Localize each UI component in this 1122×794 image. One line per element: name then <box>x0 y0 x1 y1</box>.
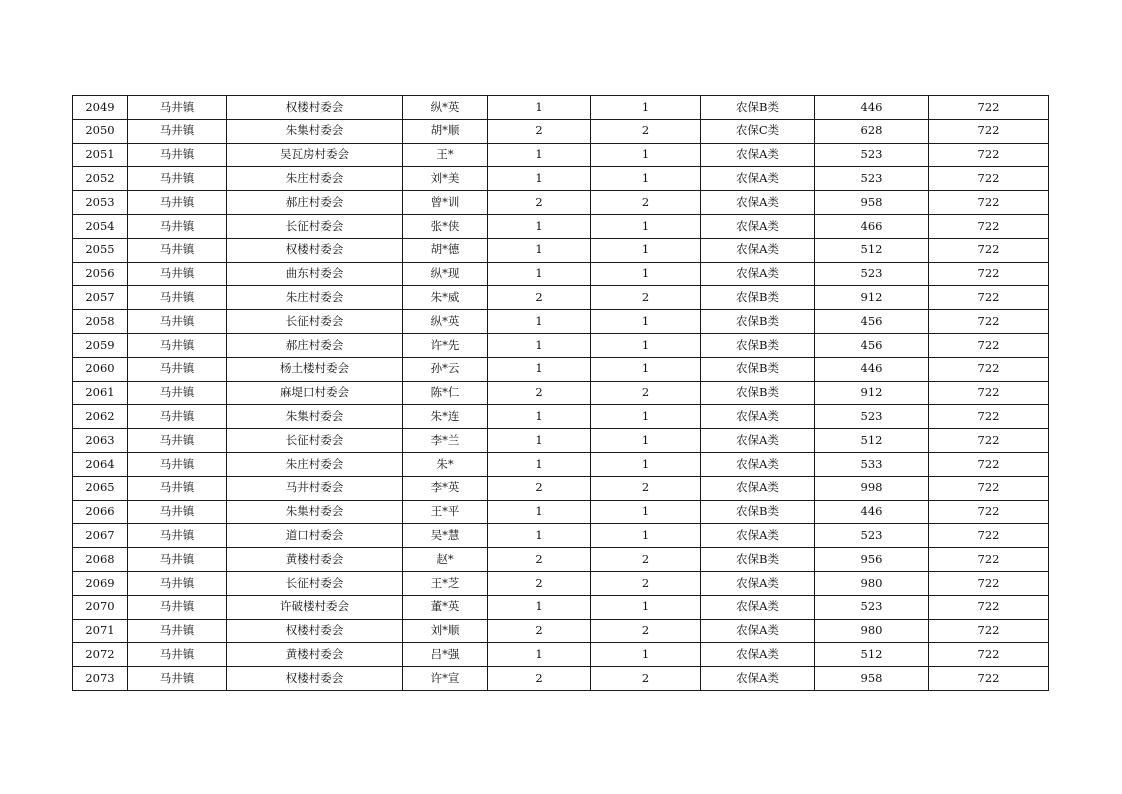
cell-town: 马井镇 <box>128 643 227 667</box>
cell-serial: 2070 <box>73 595 128 619</box>
cell-name: 赵* <box>403 548 488 572</box>
cell-town: 马井镇 <box>128 357 227 381</box>
cell-village: 权楼村委会 <box>227 96 403 120</box>
cell-count-a: 2 <box>488 381 591 405</box>
cell-count-a: 1 <box>488 333 591 357</box>
cell-standard: 722 <box>929 214 1049 238</box>
cell-count-a: 1 <box>488 96 591 120</box>
cell-name: 王*芝 <box>403 571 488 595</box>
cell-amount: 523 <box>815 595 929 619</box>
cell-village: 权楼村委会 <box>227 667 403 691</box>
table-row <box>73 143 1049 167</box>
cell-standard: 722 <box>929 286 1049 310</box>
cell-serial: 2049 <box>73 96 128 120</box>
cell-standard: 722 <box>929 595 1049 619</box>
cell-standard: 722 <box>929 524 1049 548</box>
cell-count-b: 1 <box>591 262 701 286</box>
cell-category: 农保A类 <box>701 429 815 453</box>
cell-count-a: 1 <box>488 452 591 476</box>
cell-amount: 466 <box>815 214 929 238</box>
cell-town: 马井镇 <box>128 286 227 310</box>
cell-name: 王*平 <box>403 500 488 524</box>
cell-town: 马井镇 <box>128 214 227 238</box>
cell-amount: 958 <box>815 667 929 691</box>
cell-count-b: 2 <box>591 476 701 500</box>
cell-category: 农保B类 <box>701 333 815 357</box>
table-row <box>73 286 1049 310</box>
cell-serial: 2056 <box>73 262 128 286</box>
cell-standard: 722 <box>929 571 1049 595</box>
cell-count-a: 1 <box>488 143 591 167</box>
cell-count-a: 2 <box>488 191 591 215</box>
table-row <box>73 262 1049 286</box>
cell-amount: 533 <box>815 452 929 476</box>
cell-village: 马井村委会 <box>227 476 403 500</box>
cell-town: 马井镇 <box>128 548 227 572</box>
table-row <box>73 429 1049 453</box>
cell-village: 长征村委会 <box>227 310 403 334</box>
cell-amount: 523 <box>815 167 929 191</box>
cell-category: 农保C类 <box>701 119 815 143</box>
cell-village: 长征村委会 <box>227 214 403 238</box>
cell-category: 农保B类 <box>701 500 815 524</box>
cell-town: 马井镇 <box>128 667 227 691</box>
cell-category: 农保A类 <box>701 214 815 238</box>
cell-name: 张*侠 <box>403 214 488 238</box>
cell-serial: 2055 <box>73 238 128 262</box>
cell-amount: 523 <box>815 143 929 167</box>
cell-count-a: 2 <box>488 571 591 595</box>
cell-count-a: 1 <box>488 595 591 619</box>
cell-category: 农保A类 <box>701 238 815 262</box>
cell-category: 农保A类 <box>701 595 815 619</box>
cell-count-b: 1 <box>591 524 701 548</box>
table-row <box>73 619 1049 643</box>
cell-amount: 512 <box>815 429 929 453</box>
cell-town: 马井镇 <box>128 405 227 429</box>
cell-village: 郝庄村委会 <box>227 191 403 215</box>
cell-name: 朱*威 <box>403 286 488 310</box>
cell-count-b: 1 <box>591 238 701 262</box>
cell-count-b: 1 <box>591 167 701 191</box>
table-row <box>73 548 1049 572</box>
cell-serial: 2064 <box>73 452 128 476</box>
cell-count-b: 1 <box>591 214 701 238</box>
cell-village: 杨土楼村委会 <box>227 357 403 381</box>
table-row <box>73 643 1049 667</box>
cell-count-a: 2 <box>488 119 591 143</box>
cell-count-a: 2 <box>488 548 591 572</box>
cell-standard: 722 <box>929 381 1049 405</box>
cell-category: 农保A类 <box>701 524 815 548</box>
cell-serial: 2071 <box>73 619 128 643</box>
cell-count-b: 1 <box>591 429 701 453</box>
cell-standard: 722 <box>929 333 1049 357</box>
cell-standard: 722 <box>929 452 1049 476</box>
cell-amount: 956 <box>815 548 929 572</box>
cell-serial: 2052 <box>73 167 128 191</box>
cell-count-a: 1 <box>488 167 591 191</box>
cell-name: 吴*慧 <box>403 524 488 548</box>
cell-count-a: 1 <box>488 524 591 548</box>
cell-serial: 2066 <box>73 500 128 524</box>
cell-name: 纵*英 <box>403 310 488 334</box>
cell-name: 孙*云 <box>403 357 488 381</box>
cell-standard: 722 <box>929 643 1049 667</box>
cell-serial: 2062 <box>73 405 128 429</box>
table-row <box>73 476 1049 500</box>
cell-standard: 722 <box>929 262 1049 286</box>
cell-amount: 628 <box>815 119 929 143</box>
cell-standard: 722 <box>929 405 1049 429</box>
cell-standard: 722 <box>929 619 1049 643</box>
cell-name: 吕*强 <box>403 643 488 667</box>
cell-standard: 722 <box>929 667 1049 691</box>
cell-count-b: 1 <box>591 96 701 120</box>
table-row <box>73 167 1049 191</box>
cell-town: 马井镇 <box>128 452 227 476</box>
cell-category: 农保A类 <box>701 643 815 667</box>
cell-count-b: 1 <box>591 595 701 619</box>
cell-name: 曾*训 <box>403 191 488 215</box>
cell-village: 曲东村委会 <box>227 262 403 286</box>
cell-category: 农保A类 <box>701 571 815 595</box>
cell-count-a: 2 <box>488 286 591 310</box>
table-row <box>73 595 1049 619</box>
cell-town: 马井镇 <box>128 476 227 500</box>
cell-town: 马井镇 <box>128 571 227 595</box>
cell-serial: 2057 <box>73 286 128 310</box>
table-body <box>73 96 1049 691</box>
cell-name: 李*英 <box>403 476 488 500</box>
cell-count-b: 1 <box>591 333 701 357</box>
table-row <box>73 96 1049 120</box>
cell-name: 朱* <box>403 452 488 476</box>
cell-serial: 2069 <box>73 571 128 595</box>
cell-count-b: 2 <box>591 667 701 691</box>
cell-serial: 2054 <box>73 214 128 238</box>
cell-name: 胡*顺 <box>403 119 488 143</box>
cell-category: 农保A类 <box>701 262 815 286</box>
cell-village: 黄楼村委会 <box>227 643 403 667</box>
table-row <box>73 405 1049 429</box>
cell-village: 权楼村委会 <box>227 619 403 643</box>
cell-count-b: 1 <box>591 405 701 429</box>
cell-count-b: 2 <box>591 571 701 595</box>
cell-count-a: 2 <box>488 476 591 500</box>
cell-name: 李*兰 <box>403 429 488 453</box>
cell-amount: 958 <box>815 191 929 215</box>
cell-count-b: 1 <box>591 310 701 334</box>
cell-name: 刘*美 <box>403 167 488 191</box>
cell-category: 农保B类 <box>701 96 815 120</box>
cell-amount: 980 <box>815 619 929 643</box>
cell-standard: 722 <box>929 143 1049 167</box>
cell-count-b: 2 <box>591 548 701 572</box>
data-sheet <box>72 95 1048 691</box>
cell-amount: 912 <box>815 286 929 310</box>
cell-count-a: 1 <box>488 310 591 334</box>
cell-amount: 912 <box>815 381 929 405</box>
cell-town: 马井镇 <box>128 238 227 262</box>
cell-standard: 722 <box>929 548 1049 572</box>
table-row <box>73 310 1049 334</box>
cell-name: 朱*连 <box>403 405 488 429</box>
cell-name: 王* <box>403 143 488 167</box>
cell-town: 马井镇 <box>128 167 227 191</box>
cell-category: 农保A类 <box>701 619 815 643</box>
cell-town: 马井镇 <box>128 381 227 405</box>
cell-category: 农保A类 <box>701 405 815 429</box>
cell-count-a: 2 <box>488 619 591 643</box>
cell-village: 黄楼村委会 <box>227 548 403 572</box>
cell-count-b: 2 <box>591 191 701 215</box>
cell-amount: 980 <box>815 571 929 595</box>
cell-serial: 2050 <box>73 119 128 143</box>
cell-standard: 722 <box>929 119 1049 143</box>
cell-count-a: 1 <box>488 262 591 286</box>
cell-count-b: 2 <box>591 619 701 643</box>
cell-name: 陈*仁 <box>403 381 488 405</box>
cell-count-b: 1 <box>591 500 701 524</box>
table-row <box>73 238 1049 262</box>
cell-town: 马井镇 <box>128 262 227 286</box>
cell-count-b: 2 <box>591 119 701 143</box>
cell-town: 马井镇 <box>128 333 227 357</box>
cell-town: 马井镇 <box>128 143 227 167</box>
table-row <box>73 524 1049 548</box>
cell-name: 许*先 <box>403 333 488 357</box>
cell-amount: 446 <box>815 96 929 120</box>
cell-serial: 2059 <box>73 333 128 357</box>
cell-serial: 2065 <box>73 476 128 500</box>
table-row <box>73 667 1049 691</box>
cell-category: 农保B类 <box>701 548 815 572</box>
cell-standard: 722 <box>929 191 1049 215</box>
cell-standard: 722 <box>929 238 1049 262</box>
cell-category: 农保A类 <box>701 191 815 215</box>
cell-standard: 722 <box>929 167 1049 191</box>
cell-serial: 2053 <box>73 191 128 215</box>
table-row <box>73 357 1049 381</box>
cell-count-a: 1 <box>488 405 591 429</box>
cell-category: 农保B类 <box>701 286 815 310</box>
cell-serial: 2058 <box>73 310 128 334</box>
cell-category: 农保A类 <box>701 143 815 167</box>
cell-count-b: 1 <box>591 357 701 381</box>
cell-amount: 446 <box>815 500 929 524</box>
cell-standard: 722 <box>929 476 1049 500</box>
cell-village: 长征村委会 <box>227 429 403 453</box>
cell-serial: 2063 <box>73 429 128 453</box>
cell-town: 马井镇 <box>128 96 227 120</box>
cell-town: 马井镇 <box>128 595 227 619</box>
table-row <box>73 452 1049 476</box>
cell-village: 道口村委会 <box>227 524 403 548</box>
table-row <box>73 119 1049 143</box>
cell-village: 权楼村委会 <box>227 238 403 262</box>
cell-town: 马井镇 <box>128 524 227 548</box>
cell-town: 马井镇 <box>128 310 227 334</box>
cell-town: 马井镇 <box>128 191 227 215</box>
cell-village: 朱庄村委会 <box>227 452 403 476</box>
cell-count-b: 1 <box>591 452 701 476</box>
cell-category: 农保B类 <box>701 357 815 381</box>
cell-name: 许*宣 <box>403 667 488 691</box>
table-row <box>73 381 1049 405</box>
cell-category: 农保B类 <box>701 381 815 405</box>
cell-amount: 523 <box>815 262 929 286</box>
cell-town: 马井镇 <box>128 119 227 143</box>
cell-amount: 523 <box>815 524 929 548</box>
cell-serial: 2067 <box>73 524 128 548</box>
cell-village: 朱集村委会 <box>227 500 403 524</box>
data-table <box>72 95 1049 691</box>
cell-count-a: 1 <box>488 643 591 667</box>
cell-count-a: 1 <box>488 214 591 238</box>
cell-category: 农保B类 <box>701 310 815 334</box>
cell-name: 刘*顺 <box>403 619 488 643</box>
cell-name: 纵*英 <box>403 96 488 120</box>
cell-town: 马井镇 <box>128 429 227 453</box>
cell-serial: 2073 <box>73 667 128 691</box>
cell-standard: 722 <box>929 96 1049 120</box>
table-row <box>73 500 1049 524</box>
cell-name: 胡*德 <box>403 238 488 262</box>
cell-amount: 998 <box>815 476 929 500</box>
cell-category: 农保A类 <box>701 667 815 691</box>
cell-town: 马井镇 <box>128 619 227 643</box>
cell-village: 朱庄村委会 <box>227 167 403 191</box>
cell-amount: 523 <box>815 405 929 429</box>
cell-amount: 456 <box>815 310 929 334</box>
cell-serial: 2072 <box>73 643 128 667</box>
table-row <box>73 571 1049 595</box>
cell-category: 农保A类 <box>701 476 815 500</box>
cell-name: 纵*现 <box>403 262 488 286</box>
cell-village: 朱集村委会 <box>227 119 403 143</box>
cell-amount: 512 <box>815 238 929 262</box>
cell-count-b: 2 <box>591 286 701 310</box>
cell-serial: 2068 <box>73 548 128 572</box>
cell-village: 郝庄村委会 <box>227 333 403 357</box>
cell-serial: 2051 <box>73 143 128 167</box>
cell-count-b: 2 <box>591 381 701 405</box>
cell-standard: 722 <box>929 500 1049 524</box>
cell-count-a: 2 <box>488 667 591 691</box>
cell-village: 长征村委会 <box>227 571 403 595</box>
cell-amount: 512 <box>815 643 929 667</box>
cell-count-b: 1 <box>591 143 701 167</box>
table-row <box>73 191 1049 215</box>
cell-serial: 2061 <box>73 381 128 405</box>
cell-village: 朱庄村委会 <box>227 286 403 310</box>
cell-village: 吴瓦房村委会 <box>227 143 403 167</box>
cell-village: 麻堤口村委会 <box>227 381 403 405</box>
cell-amount: 446 <box>815 357 929 381</box>
cell-count-a: 1 <box>488 500 591 524</box>
table-row <box>73 333 1049 357</box>
cell-category: 农保A类 <box>701 167 815 191</box>
cell-standard: 722 <box>929 310 1049 334</box>
cell-standard: 722 <box>929 429 1049 453</box>
cell-name: 董*英 <box>403 595 488 619</box>
cell-amount: 456 <box>815 333 929 357</box>
cell-count-a: 1 <box>488 429 591 453</box>
cell-village: 朱集村委会 <box>227 405 403 429</box>
table-row <box>73 214 1049 238</box>
cell-serial: 2060 <box>73 357 128 381</box>
cell-count-b: 1 <box>591 643 701 667</box>
cell-category: 农保A类 <box>701 452 815 476</box>
cell-town: 马井镇 <box>128 500 227 524</box>
cell-count-a: 1 <box>488 357 591 381</box>
cell-count-a: 1 <box>488 238 591 262</box>
cell-village: 许破楼村委会 <box>227 595 403 619</box>
cell-standard: 722 <box>929 357 1049 381</box>
